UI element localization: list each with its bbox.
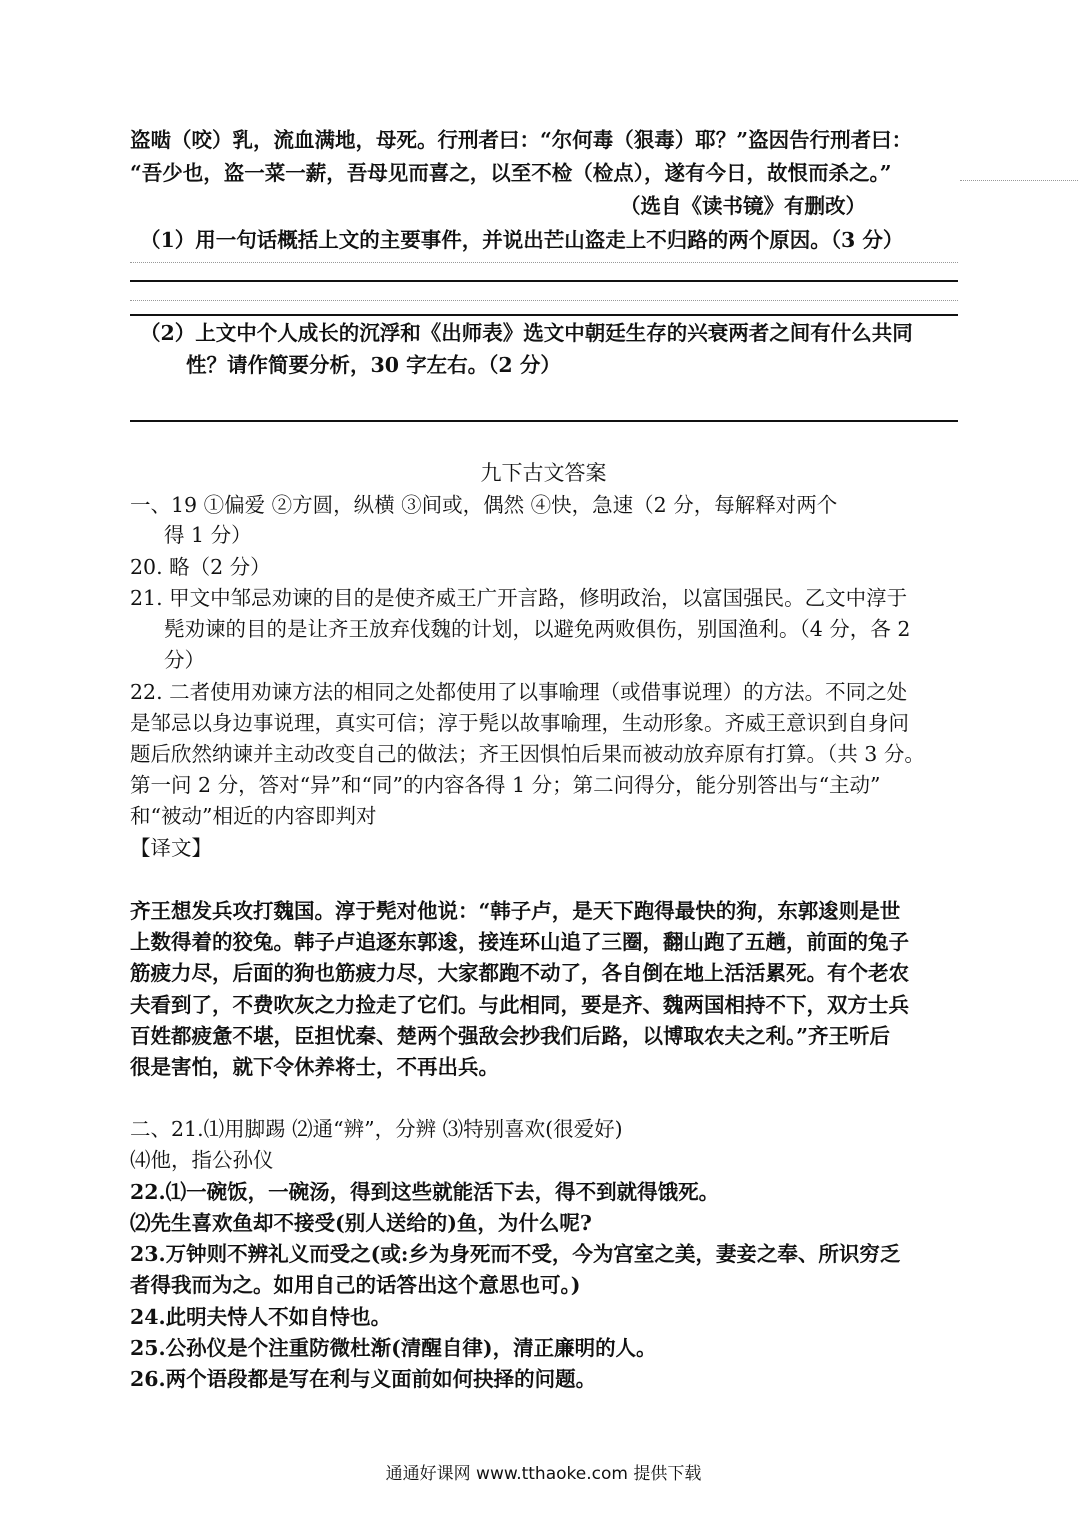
question-2-line-2: 性？请作简要分析，30 字左右。（2 分）: [186, 353, 561, 377]
passage-line-2: “吾少也，盗一菜一薪，吾母见而喜之，以至不检（检点），遂有今日，故恨而杀之。”: [130, 161, 892, 185]
part2-line: 者得我而为之。如用自己的话答出这个意思也可。): [130, 1273, 581, 1297]
page-footer: 通通好课网 www.tthaoke.com 提供下载: [385, 1464, 702, 1484]
answer-20: 20. 略（2 分）: [130, 555, 271, 579]
answer-line: [130, 280, 958, 282]
answer-22-line-1: 22. 二者使用劝谏方法的相同之处都使用了以事喻理（或借事说理）的方法。不同之处: [130, 680, 908, 704]
part2-line: 22.⑴一碗饭，一碗汤，得到这些就能活下去，得不到就得饿死。: [130, 1180, 720, 1204]
question-1: （1）用一句话概括上文的主要事件，并说出芒山盗走上不归路的两个原因。（3 分）: [140, 228, 904, 252]
answer-21-line-3: 分）: [164, 648, 205, 672]
answer-22-line-3: 题后欣然纳谏并主动改变自己的做法；齐王因惧怕后果而被动放弃原有打算。（共 3 分。: [130, 742, 925, 766]
answers-title: 九下古文答案: [480, 461, 607, 485]
answer-22-line-2: 是邹忌以身边事说理，真实可信；淳于髡以故事喻理，生动形象。齐威王意识到自身问: [130, 711, 909, 735]
answer-22-line-5: 和“被动”相近的内容即判对: [130, 804, 377, 828]
answer-line: [130, 420, 958, 422]
part2-line: ⑵先生喜欢鱼却不接受(别人送给的)鱼，为什么呢?: [130, 1211, 592, 1235]
translation-heading: 【译文】: [130, 836, 212, 860]
translation-line: 齐王想发兵攻打魏国。淳于髡对他说：“韩子卢，是天下跑得最快的狗，东郭逡则是世: [130, 899, 901, 923]
passage-source: （选自《读书镜》有删改）: [620, 194, 866, 218]
translation-line: 筋疲力尽，后面的狗也筋疲力尽，大家都跑不动了，各自倒在地上活活累死。有个老农: [130, 961, 909, 985]
answer-dots: [130, 262, 958, 263]
part2-line: ⑷他，指公孙仪: [130, 1148, 274, 1172]
translation-line: 百姓都疲惫不堪，臣担忧秦、楚两个强敌会抄我们后路，以博取农夫之利。”齐王听后: [130, 1024, 891, 1048]
part2-line: 二、21.⑴用脚踢 ⑵通“辨”，分辨 ⑶特别喜欢(很爱好): [130, 1117, 623, 1141]
question-2-line-1: （2）上文中个人成长的沉浮和《出师表》选文中朝廷生存的兴衰两者之间有什么共同: [140, 321, 913, 345]
answer-19-line-2: 得 1 分）: [164, 523, 252, 547]
part2-line: 25.公孙仪是个注重防微杜渐(清醒自律)，清正廉明的人。: [130, 1336, 657, 1360]
part2-line: 26.两个语段都是写在利与义面前如何抉择的问题。: [130, 1367, 597, 1391]
answer-line: [130, 314, 958, 316]
margin-dots: [960, 180, 1078, 181]
translation-line: 夫看到了，不费吹灰之力捡走了它们。与此相同，要是齐、魏两国相持不下，双方士兵: [130, 993, 909, 1017]
passage-line-1: 盗啮（咬）乳，流血满地，母死。行刑者曰：“尔何毒（狠毒）耶？”盗因告行刑者曰：: [130, 128, 913, 152]
answer-dots: [130, 300, 958, 301]
answer-22-line-4: 第一问 2 分，答对“异”和“同”的内容各得 1 分；第二问得分，能分别答出与“主动”: [130, 773, 881, 797]
answer-21-line-2: 髡劝谏的目的是让齐王放弃伐魏的计划，以避免两败俱伤，别国渔利。（4 分，各 2: [164, 617, 911, 641]
answer-21-line-1: 21. 甲文中邹忌劝谏的目的是使齐威王广开言路，修明政治，以富国强民。乙文中淳于: [130, 586, 908, 610]
part2-line: 23.万钟则不辨礼义而受之(或:乡为身死而不受，今为宫室之美，妻妾之奉、所识穷乏: [130, 1242, 901, 1266]
answer-19-line-1: 一、19 ①偏爱 ②方圆，纵横 ③间或，偶然 ④快，急速（2 分，每解释对两个: [130, 493, 838, 517]
part2-line: 24.此明夫恃人不如自恃也。: [130, 1305, 392, 1329]
translation-line: 很是害怕，就下令休养将士，不再出兵。: [130, 1055, 499, 1079]
translation-line: 上数得着的狡兔。韩子卢追逐东郭逡，接连环山追了三圈，翻山跑了五趟，前面的兔子: [130, 930, 909, 954]
